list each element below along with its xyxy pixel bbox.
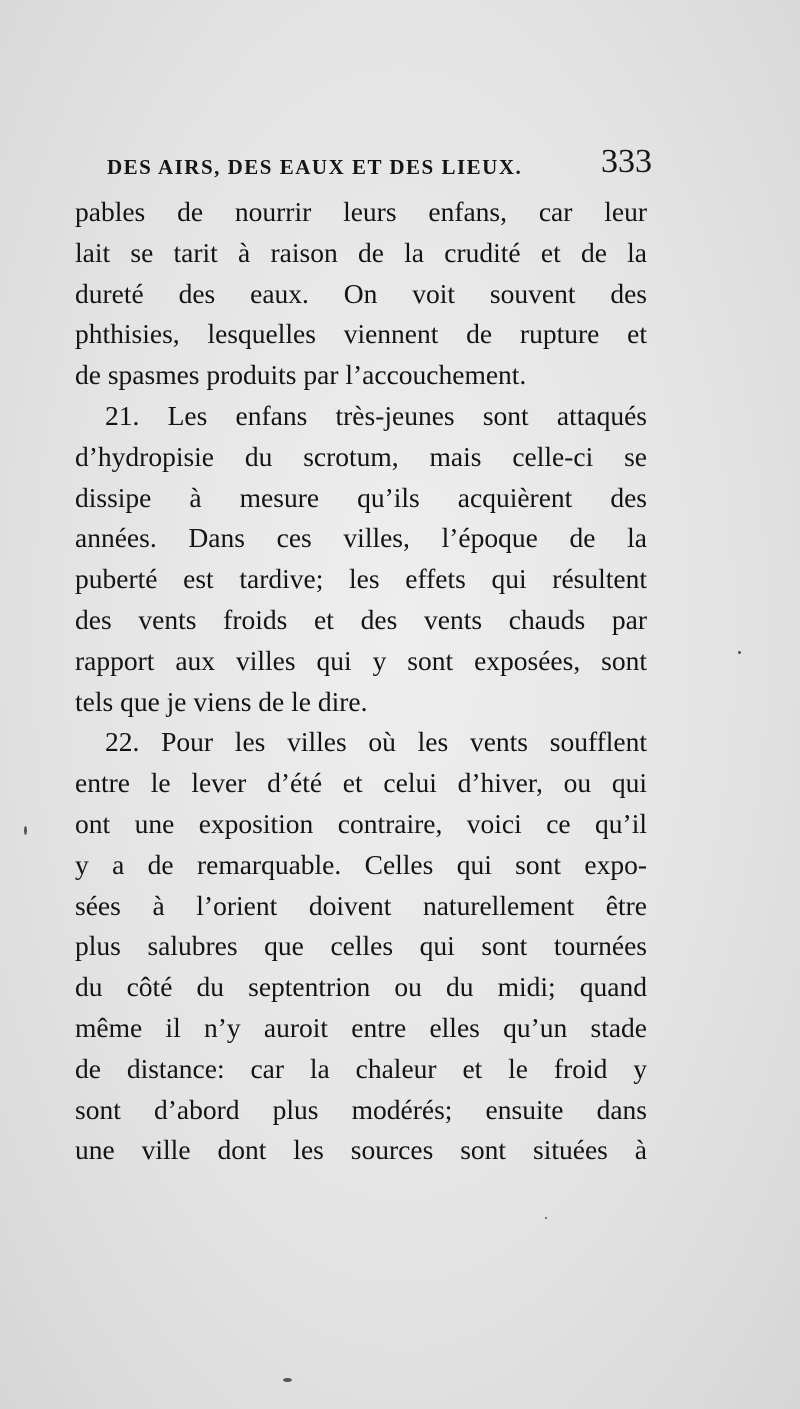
- running-title: DES AIRS, DES EAUX ET DES LIEUX.: [107, 155, 523, 179]
- paragraph-start-line: 22. Pour les villes où les vents soufflent: [105, 726, 647, 758]
- text-line: rapport aux villes qui y sont exposées, sont: [75, 644, 647, 676]
- paper-speck: [24, 826, 27, 835]
- text-line: dureté des eaux. On voit souvent des: [75, 277, 647, 309]
- running-header: [107, 143, 652, 183]
- text-line: des vents froids et des vents chauds par: [75, 603, 647, 635]
- text-line: dissipe à mesure qu’ils acquièrent des: [75, 481, 647, 513]
- paper-speck: [738, 651, 741, 654]
- paragraph-start-line: 21. Les enfans très-jeunes sont attaqués: [105, 399, 647, 431]
- text-line: de distance: car la chaleur et le froid y: [75, 1052, 647, 1084]
- text-line: de spasmes produits par l’accouchement.: [75, 359, 527, 391]
- paper-speck: [545, 1217, 547, 1219]
- text-line: années. Dans ces villes, l’époque de la: [75, 522, 647, 554]
- text-line: sées à l’orient doivent naturellement être: [75, 889, 647, 921]
- text-line: sont d’abord plus modérés; ensuite dans: [75, 1093, 647, 1125]
- text-line: ont une exposition contraire, voici ce qu’il: [75, 807, 647, 839]
- text-line: puberté est tardive; les effets qui résultent: [75, 563, 647, 595]
- body-text: [75, 192, 647, 1171]
- text-line: même il n’y auroit entre elles qu’un stade: [75, 1011, 647, 1043]
- text-line: une ville dont les sources sont situées à: [75, 1134, 647, 1166]
- text-line: tels que je viens de le dire.: [75, 685, 368, 717]
- text-line: plus salubres que celles qui sont tournées: [75, 930, 647, 962]
- text-line: lait se tarit à raison de la crudité et de la: [75, 236, 647, 268]
- text-line: d’hydropisie du scrotum, mais celle-ci se: [75, 440, 647, 472]
- paper-speck: [283, 1378, 292, 1382]
- text-line: entre le lever d’été et celui d’hiver, ou qui: [75, 767, 647, 799]
- text-line: y a de remarquable. Celles qui sont expo-: [75, 848, 647, 880]
- page-number: 333: [601, 143, 652, 180]
- text-line: du côté du septentrion ou du midi; quand: [75, 971, 647, 1003]
- text-line: pables de nourrir leurs enfans, car leur: [75, 196, 647, 227]
- text-line: phthisies, lesquelles viennent de rupture et: [75, 318, 647, 350]
